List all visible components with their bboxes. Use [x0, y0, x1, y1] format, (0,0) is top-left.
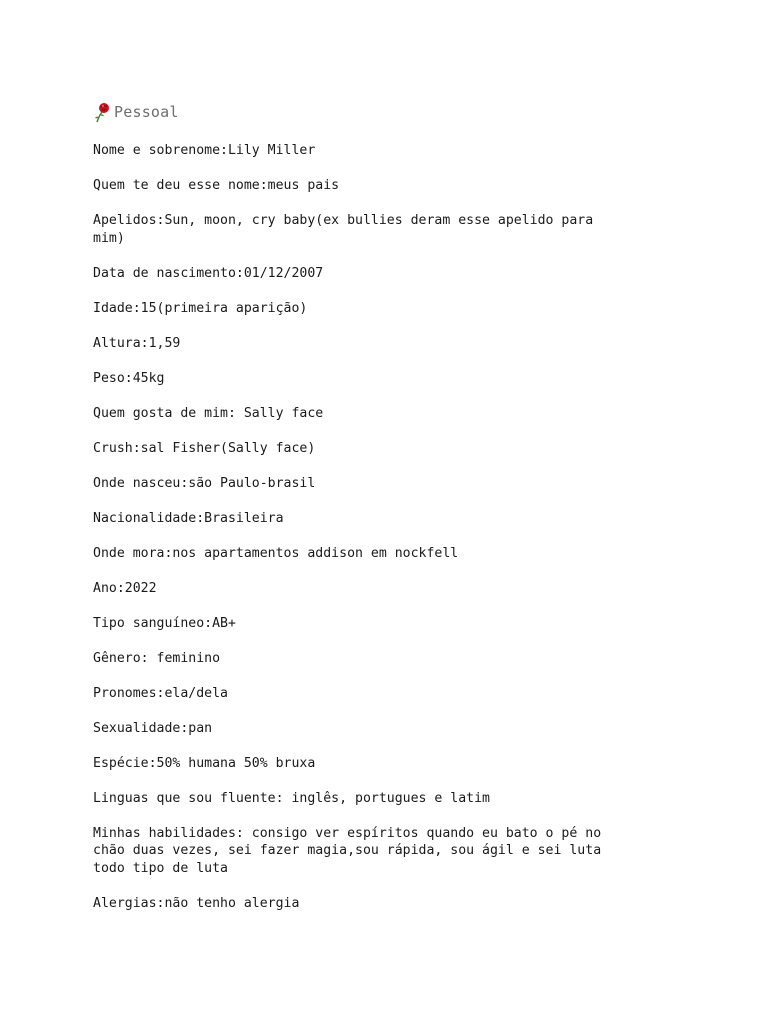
field-abilities: Minhas habilidades: consigo ver espíritos quando eu bato o pé no chão duas vezes, sei fazer magia,sou rápida, sou ágil e sei luta todo tipo de luta: [93, 825, 602, 876]
field-age: Idade:15(primeira aparição): [93, 300, 308, 316]
field-languages: Linguas que sou fluente: inglês, portugues e latim: [93, 790, 490, 806]
field-sexuality: Sexualidade:pan: [93, 720, 213, 736]
rose-icon: [93, 101, 113, 123]
field-nicknames: Apelidos:Sun, moon, cry baby(ex bullies deram esse apelido para mim): [93, 213, 594, 246]
field-blood-type: Tipo sanguíneo:AB+: [93, 615, 236, 631]
field-admirer: Quem gosta de mim: Sally face: [93, 405, 324, 421]
field-allergies: Alergias:não tenho alergia: [93, 895, 300, 911]
field-nationality: Nacionalidade:Brasileira: [93, 510, 284, 526]
field-crush: Crush:sal Fisher(Sally face): [93, 440, 316, 456]
field-weight: Peso:45kg: [93, 370, 165, 386]
field-birth-date: Data de nascimento:01/12/2007: [93, 265, 324, 281]
field-full-name: Nome e sobrenome:Lily Miller: [93, 143, 316, 158]
section-title: Pessoal: [114, 103, 179, 121]
section-heading: [93, 100, 673, 124]
field-pronouns: Pronomes:ela/dela: [93, 685, 228, 701]
field-height: Altura:1,59: [93, 335, 181, 351]
document-page: [93, 100, 673, 912]
field-year: Ano:2022: [93, 580, 157, 596]
field-name-origin: Quem te deu esse nome:meus pais: [93, 178, 340, 193]
field-species: Espécie:50% humana 50% bruxa: [93, 755, 316, 771]
field-birthplace: Onde nasceu:são Paulo-brasil: [93, 475, 316, 491]
field-gender: Gênero: feminino: [93, 650, 221, 666]
field-residence: Onde mora:nos apartamentos addison em nockfell: [93, 545, 459, 561]
